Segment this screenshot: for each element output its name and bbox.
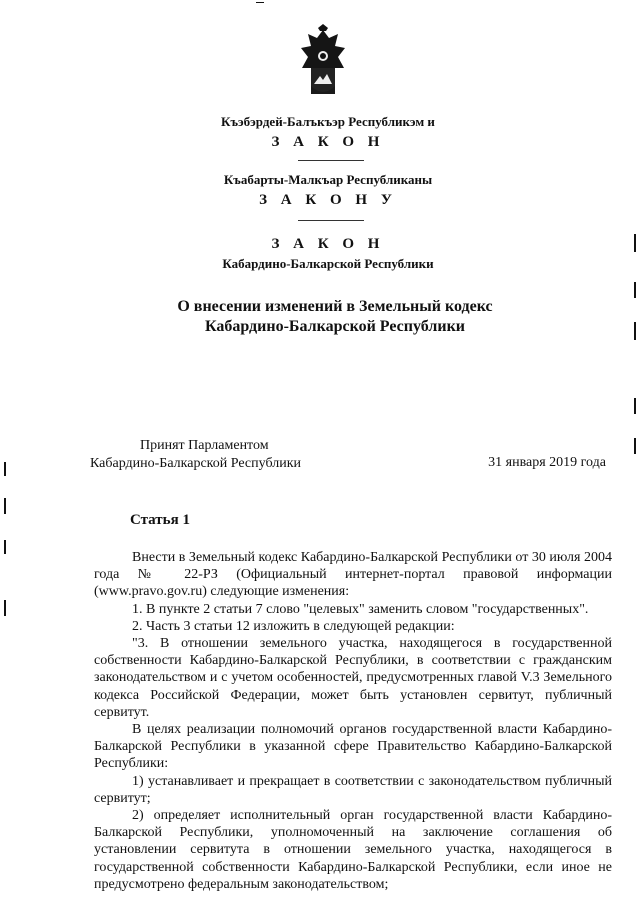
adoption-line: Кабардино-Балкарской Республики [90, 456, 301, 471]
article-body [94, 549, 612, 893]
scan-mark [634, 322, 636, 340]
header-balkar-law: З А К О Н У [259, 192, 397, 208]
adoption-block [90, 437, 301, 473]
article-heading: Статья 1 [130, 512, 190, 528]
scan-mark [4, 462, 6, 476]
article-paragraph: 2) определяет исполнительный орган государственной власти Кабардино-Балкарской Республики, уполномоченный на заключение соглашения об установлении сервитута в отношении земельного участка, находящегося в государственной собственности Кабардино-Балкарской Республики, если иное не предусмотрено федеральным законодательством; [94, 808, 612, 892]
document-title [0, 297, 640, 337]
document-title-line: Кабардино-Балкарской Республики [204, 318, 466, 335]
header-divider [298, 220, 364, 221]
header-russian-law: З А К О Н [271, 236, 385, 252]
scan-mark [4, 540, 6, 554]
header-kabardian-republic: Къэбэрдей-Балъкъэр Республикэм и [221, 114, 435, 129]
adoption-date: 31 января 2019 года [488, 455, 606, 470]
scan-mark [634, 438, 636, 454]
adoption-line: Принят Парламентом [140, 438, 269, 453]
article-paragraph: Внести в Земельный кодекс Кабардино-Балкарской Республики от 30 июля 2004 года № 22-РЗ (Официальный интернет-портал правовой информации (www.pravo.gov.ru) следующие изменения: [94, 550, 612, 600]
header-balkar-republic: Къабарты-Малкъар Республиканы [223, 172, 433, 187]
header-kabardian-law: З А К О Н [271, 134, 385, 150]
header-russian-republic: Кабардино-Балкарской Республики [222, 256, 434, 271]
article-paragraph: 1. В пункте 2 статьи 7 слово "целевых" заменить словом "государственных". [132, 601, 589, 617]
scan-mark [634, 398, 636, 414]
scan-mark [634, 234, 636, 252]
article-paragraph: 1) устанавливает и прекращает в соответствии с законодательством публичный сервитут; [94, 773, 612, 806]
coat-of-arms-icon [298, 24, 348, 98]
scan-mark [634, 282, 636, 298]
article-paragraph: 2. Часть 3 статьи 12 изложить в следующей редакции: [132, 618, 455, 634]
article-paragraph: "3. В отношении земельного участка, находящегося в государственной собственности Кабардино-Балкарской Республики, в соответствии с гражданским законодательством и с учетом особенностей, предусмотренных главой V.3 Земельного кодекса Российской Федерации, может быть установлен сервитут, публичный сервитут. [94, 636, 612, 720]
scan-mark [4, 600, 6, 616]
scan-mark [4, 498, 6, 514]
scan-mark [256, 2, 264, 3]
header-divider [298, 160, 364, 161]
document-title-line: О внесении изменений в Земельный кодекс [177, 298, 493, 315]
article-paragraph: В целях реализации полномочий органов государственной власти Кабардино-Балкарской Республики в указанной сфере Правительство Кабардино-Балкарской Республики: [94, 722, 612, 772]
